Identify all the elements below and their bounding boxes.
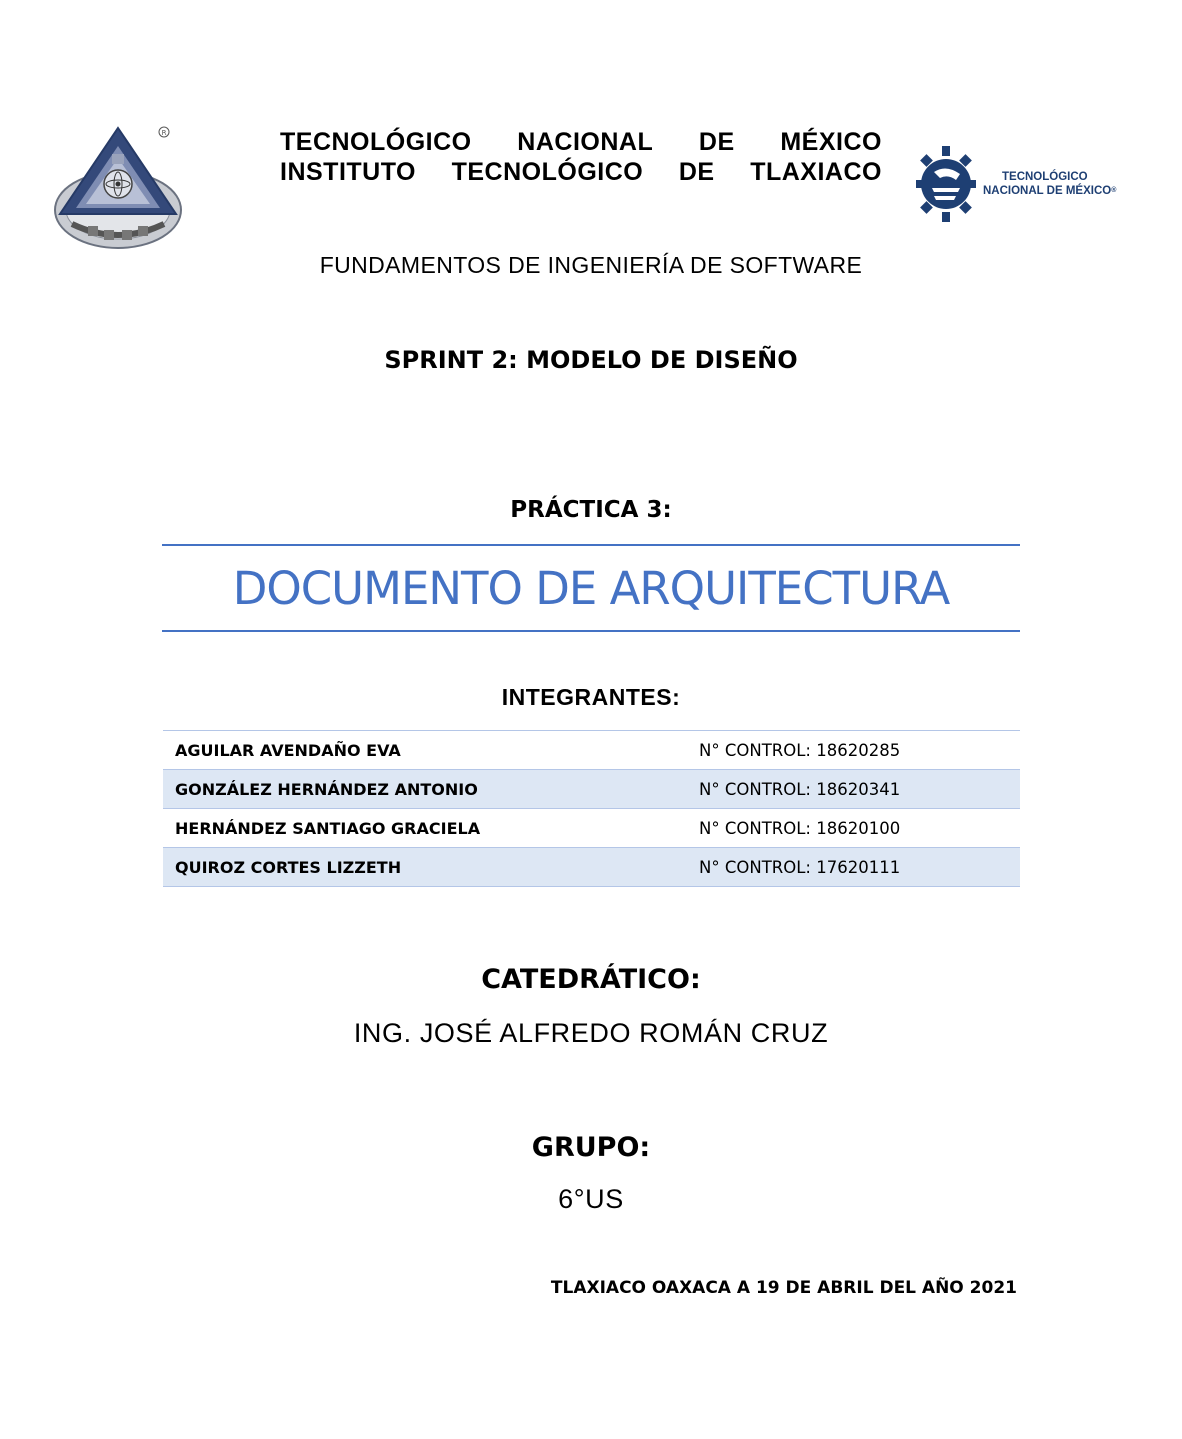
document-title: DOCUMENTO DE ARQUITECTURA: [232, 562, 950, 615]
teacher-name: ING. JOSÉ ALFREDO ROMÁN CRUZ: [353, 1018, 829, 1048]
member-name: QUIROZ CORTES LIZZETH: [163, 848, 687, 887]
institution-line-2-word: TECNOLÓGICO: [451, 158, 644, 186]
institution-line-2-word: TLAXIACO: [750, 158, 882, 186]
table-row: [163, 770, 1020, 809]
member-name: AGUILAR AVENDAÑO EVA: [163, 731, 687, 770]
members-heading: INTEGRANTES:: [501, 684, 681, 710]
institution-line-2: [280, 158, 882, 187]
institution-line-1-word: MÉXICO: [780, 128, 882, 156]
svg-text:R: R: [161, 129, 167, 137]
tecnm-logo: [916, 144, 1116, 224]
tecnm-logo-line2-text: NACIONAL DE MÉXICO: [983, 185, 1112, 197]
members-table: [163, 730, 1020, 887]
tecnm-logo-text: [983, 170, 1116, 198]
institution-line-1: [280, 128, 882, 157]
institution-line-2-word: DE: [678, 158, 715, 186]
table-row: [163, 809, 1020, 848]
teacher-heading: CATEDRÁTICO:: [481, 964, 701, 995]
member-name: HERNÁNDEZ SANTIAGO GRACIELA: [163, 809, 687, 848]
registered-mark: ®: [1111, 187, 1117, 194]
institute-seal-icon: [52, 124, 184, 252]
institution-line-2-word: INSTITUTO: [280, 158, 416, 186]
table-row: [163, 848, 1020, 887]
institution-line-1-word: DE: [698, 128, 735, 156]
subject-title: FUNDAMENTOS DE INGENIERÍA DE SOFTWARE: [319, 252, 863, 278]
title-rule-top: [162, 544, 1020, 546]
member-control-number: N° CONTROL: 18620100: [687, 809, 1020, 848]
group-value: 6°US: [558, 1184, 624, 1214]
institution-line-1-word: TECNOLÓGICO: [280, 128, 472, 156]
institution-line-1-word: NACIONAL: [517, 128, 654, 156]
member-name: GONZÁLEZ HERNÁNDEZ ANTONIO: [163, 770, 687, 809]
tecnm-gear-icon: [916, 144, 976, 224]
sprint-title: SPRINT 2: MODELO DE DISEÑO: [384, 346, 798, 374]
institute-logo: [52, 124, 184, 252]
place-and-date: TLAXIACO OAXACA A 19 DE ABRIL DEL AÑO 2021: [550, 1278, 1017, 1298]
table-row: [163, 731, 1020, 770]
title-rule-bottom: [162, 630, 1020, 632]
group-heading: GRUPO:: [531, 1132, 651, 1163]
practice-label: PRÁCTICA 3:: [510, 497, 672, 523]
tecnm-logo-line1: TECNOLÓGICO: [1002, 171, 1088, 183]
tecnm-logo-line2: [983, 184, 1116, 198]
member-control-number: N° CONTROL: 17620111: [687, 848, 1020, 887]
member-control-number: N° CONTROL: 18620341: [687, 770, 1020, 809]
member-control-number: N° CONTROL: 18620285: [687, 731, 1020, 770]
